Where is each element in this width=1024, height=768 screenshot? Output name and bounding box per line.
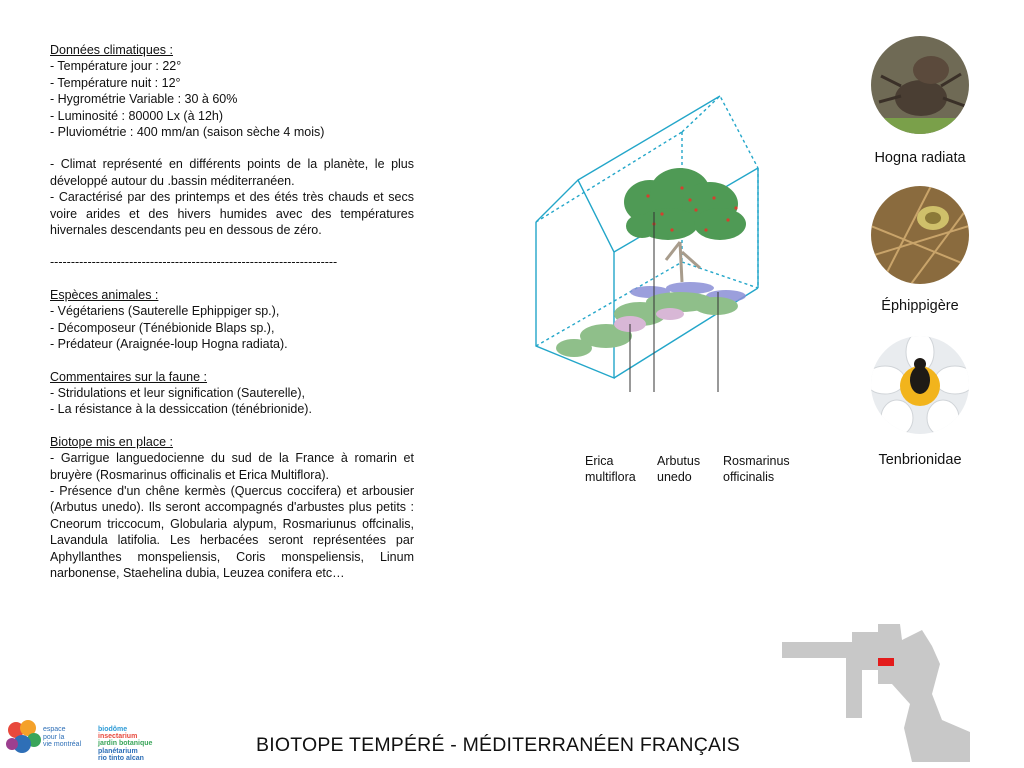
climate-line: - Température nuit : 12° — [50, 75, 181, 90]
animals-heading: Espèces animales : — [50, 287, 159, 302]
animals-line: - Prédateur (Araignée-loup Hogna radiata). — [50, 337, 288, 352]
greenhouse-illustration — [530, 92, 800, 392]
logo-text: biodôme — [98, 726, 128, 733]
species-card-hogna — [850, 36, 990, 166]
animals-line: - Décomposeur (Ténébionide Blaps sp.), — [50, 320, 275, 335]
animals-line: - Végétariens (Sauterelle Ephippiger sp.), — [50, 304, 280, 319]
page-title: BIOTOPE TEMPÉRÉ - MÉDITERRANÉEN FRANÇAIS — [256, 734, 741, 756]
biotope-paragraph: - Présence d'un chêne kermès (Quercus coccifera) et arbousier (Arbutus unedo). Ils seront accompagnés d'arbustes plus petits : Cneorum triccocum, Globularia alypum, Rosmariunus offcinalis, Lavandula latifolia. Les herbacées seront représentées par Aphyllanthes monspeliensis, Coris monspeliensis, Linum narbonense, Staehelina dubia, Leuzea conifera etc… — [50, 483, 414, 580]
plant-label-arbutus: Arbutus unedo — [657, 454, 701, 484]
fauna-heading: Commentaires sur la faune : — [50, 369, 208, 384]
location-map — [782, 624, 972, 762]
location-marker — [878, 658, 894, 666]
logo-text: insectarium — [98, 733, 138, 741]
biotope-paragraph: - Garrigue languedocienne du sud de la France à romarin et bruyère (Rosmarinus officinalis et Erica Multiflora). — [50, 451, 414, 482]
logo-text: planétarium — [98, 747, 138, 755]
logo-text: jardin botanique — [98, 740, 153, 748]
spider-icon — [871, 36, 969, 134]
climate-paragraph: - Climat représenté en différents points de la planète, le plus développé autour du .bassin méditerranéen. — [50, 157, 414, 188]
beetle-icon — [871, 336, 969, 434]
climate-line: - Température jour : 22° — [50, 59, 182, 74]
logo-mark-icon — [6, 718, 42, 758]
logo-text: vie montréal — [43, 741, 82, 748]
biotope-heading: Biotope mis en place : — [50, 434, 173, 449]
description-column — [50, 42, 414, 581]
logo-text: rio tinto alcan — [98, 754, 144, 762]
grasshopper-icon — [871, 186, 969, 284]
plant-label-erica: Erica multiflora — [585, 454, 636, 484]
climate-heading: Données climatiques : — [50, 43, 173, 57]
logo-text: pour la — [43, 733, 65, 741]
species-name: Hogna radiata — [874, 150, 966, 166]
climate-paragraph: - Caractérisé par des printemps et des étés très chauds et secs voire arides et des hivers humides avec des températures hivernales descendants peu en dessous de zéro. — [50, 190, 414, 238]
climate-line: - Pluviométrie : 400 mm/an (saison sèche 4 mois) — [50, 125, 325, 140]
species-name: Éphippigère — [881, 298, 959, 314]
species-card-tenebrionidae — [850, 336, 990, 468]
fauna-line: - La résistance à la dessiccation (ténébrionide). — [50, 402, 312, 417]
climate-line: - Luminosité : 80000 Lx (à 12h) — [50, 108, 224, 123]
species-card-ephippigere — [850, 186, 990, 314]
species-name: Tenbrionidae — [878, 452, 962, 468]
fauna-line: - Stridulations et leur signification (Sauterelle), — [50, 385, 305, 400]
plant-label-rosmarinus: Rosmarinus officinalis — [723, 454, 790, 484]
climate-line: - Hygrométrie Variable : 30 à 60% — [50, 92, 238, 107]
section-separator: --------------------------------------------------------------------- — [50, 255, 338, 270]
espace-pour-la-vie-logo — [6, 718, 166, 762]
logo-text: espace — [43, 726, 66, 733]
